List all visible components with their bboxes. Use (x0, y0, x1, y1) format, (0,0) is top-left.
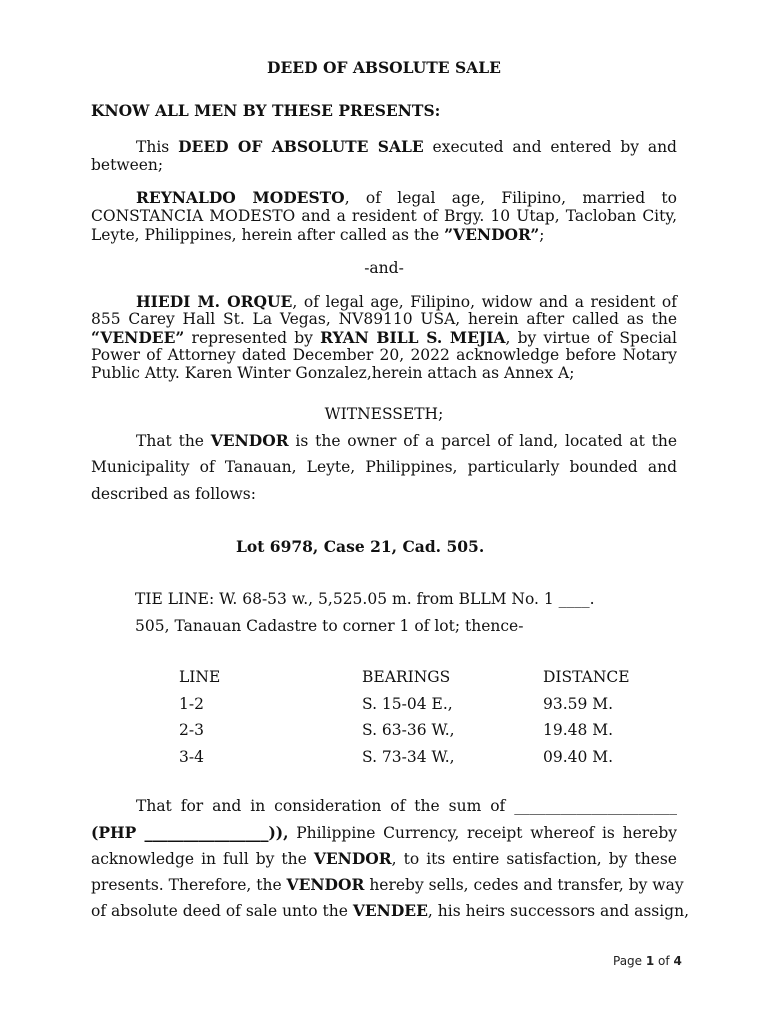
table-row (179, 744, 649, 771)
table-cell: 3-4 (179, 747, 204, 766)
and-separator: -and- (364, 259, 404, 277)
table-cell: S. 15-04 E., (362, 694, 453, 713)
tie-line-2: 505, Tanauan Cadastre to corner 1 of lot; thence- (135, 617, 524, 635)
table-cell: S. 73-34 W., (362, 747, 455, 766)
owner-line-2: Municipality of Tanauan, Leyte, Philippines, particularly bounded and (91, 458, 677, 476)
intro-line-2: between; (91, 156, 164, 174)
column-header: DISTANCE (543, 668, 630, 687)
witnesseth-heading: WITNESSETH; (324, 405, 444, 423)
vendor-line-2: CONSTANCIA MODESTO and a resident of Brgy. 10 Utap, Tacloban City, (91, 207, 677, 225)
consideration-line-1: That for and in consideration of the sum of _____________________ (136, 797, 677, 815)
vendee-line-1: HIEDI M. ORQUE, of legal age, Filipino, widow and a resident of (136, 292, 678, 311)
vendor-line-1: REYNALDO MODESTO, of legal age, Filipino, married to (136, 188, 677, 207)
vendor-line-3: Leyte, Philippines, herein after called as the ”VENDOR”; (91, 225, 545, 244)
table-cell: 93.59 M. (543, 694, 614, 713)
column-header: LINE (179, 668, 221, 687)
consideration-line-2: (PHP ________________)), Philippine Currency, receipt whereof is hereby (91, 823, 677, 842)
owner-line-3: described as follows: (91, 485, 256, 503)
table-row (179, 691, 649, 718)
bearings-table (179, 664, 649, 770)
page-number: Page 1 of 4 (613, 954, 682, 968)
table-cell: 19.48 M. (543, 721, 614, 740)
tie-line-1: TIE LINE: W. 68-53 w., 5,525.05 m. from BLLM No. 1 ____. (135, 590, 595, 608)
column-header: BEARINGS (362, 668, 451, 687)
vendee-line-4: Power of Attorney dated December 20, 2022 acknowledge before Notary (91, 346, 677, 364)
lot-description: Lot 6978, Case 21, Cad. 505. (236, 537, 485, 556)
document-title: DEED OF ABSOLUTE SALE (267, 58, 501, 77)
consideration-line-4: presents. Therefore, the VENDOR hereby sells, cedes and transfer, by way (91, 875, 684, 894)
vendee-line-5: Public Atty. Karen Winter Gonzalez,herein attach as Annex A; (91, 364, 575, 382)
owner-line-1: That the VENDOR is the owner of a parcel of land, located at the (136, 431, 677, 450)
table-cell: 1-2 (179, 694, 204, 713)
vendee-line-2: 855 Carey Hall St. La Vegas, NV89110 USA, herein after called as the (91, 310, 677, 328)
vendee-line-3: “VENDEE” represented by RYAN BILL S. MEJIA, by virtue of Special (91, 328, 677, 347)
table-cell: 2-3 (179, 721, 204, 740)
opening-statement: KNOW ALL MEN BY THESE PRESENTS: (91, 101, 441, 120)
table-cell: S. 63-36 W., (362, 721, 455, 740)
table-header-row (179, 664, 649, 691)
consideration-line-5: of absolute deed of sale unto the VENDEE, his heirs successors and assign, (91, 901, 690, 920)
table-cell: 09.40 M. (543, 747, 614, 766)
table-row (179, 717, 649, 744)
intro-line-1: This DEED OF ABSOLUTE SALE executed and entered by and (136, 137, 677, 156)
consideration-line-3: acknowledge in full by the VENDOR, to its entire satisfaction, by these (91, 849, 677, 868)
